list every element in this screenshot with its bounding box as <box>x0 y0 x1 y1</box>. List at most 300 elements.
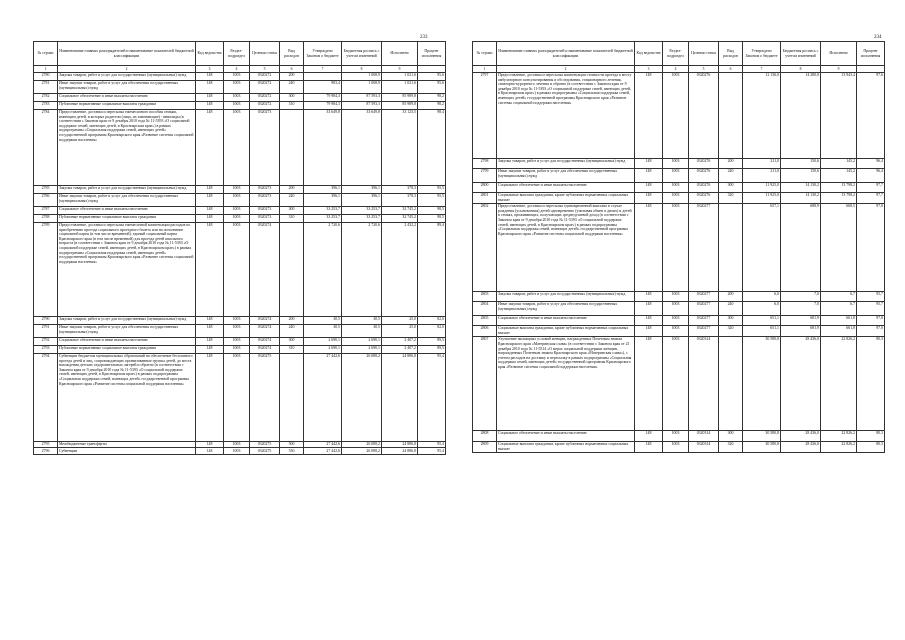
cell-ved: 148 <box>196 93 224 101</box>
cell-exec: 2 407,2 <box>382 337 418 345</box>
column-index: 4 <box>224 66 250 73</box>
cell-n: 2805 <box>473 315 497 325</box>
cell-exec: 6,7 <box>821 291 857 301</box>
column-index: 7 <box>304 66 342 73</box>
cell-ved: 148 <box>196 324 224 337</box>
cell-pct: 97,6 <box>857 72 885 158</box>
cell-cs: 0320273 <box>250 214 280 222</box>
cell-cs: 0320314 <box>689 441 719 452</box>
cell-pct: 82,0 <box>418 324 446 337</box>
cell-n: 2791 <box>34 324 58 337</box>
cell-law: 983,4 <box>304 80 342 93</box>
cell-razd: 1003 <box>224 109 250 185</box>
cell-plan: 30,5 <box>342 324 382 337</box>
cell-pct: 89,5 <box>418 345 446 353</box>
cell-cs: 0320272 <box>250 72 280 80</box>
column-header: № строки <box>473 42 497 66</box>
cell-razd: 1003 <box>663 315 689 325</box>
cell-pct: 80,3 <box>857 336 885 430</box>
cell-law: 2 720,6 <box>304 222 342 316</box>
cell-exec: 1 021,6 <box>382 80 418 93</box>
cell-cs: 0320274 <box>250 222 280 316</box>
cell-vr: 240 <box>719 168 743 182</box>
cell-ved: 148 <box>196 337 224 345</box>
cell-plan: 26 088,2 <box>342 441 382 448</box>
column-index <box>857 66 885 73</box>
cell-n: 2802 <box>473 203 497 291</box>
cell-vr: 310 <box>280 214 304 222</box>
cell-pct: 95,6 <box>418 72 446 80</box>
cell-plan: 87 593,3 <box>342 93 382 101</box>
cell-vr: 200 <box>719 158 743 168</box>
cell-pct: 82,0 <box>418 316 446 324</box>
table-row <box>34 93 446 101</box>
cell-razd: 1003 <box>663 325 689 336</box>
cell-vr: 300 <box>719 315 743 325</box>
cell-razd: 1003 <box>224 337 250 345</box>
cell-razd: 1003 <box>224 214 250 222</box>
cell-cs: 0320274 <box>250 324 280 337</box>
cell-cs: 0320273 <box>250 193 280 206</box>
cell-plan: 2 690,1 <box>342 345 382 353</box>
row-description: Закупка товаров, работ и услуг для государственных (муниципальных) нужд <box>58 185 196 193</box>
row-description: Субвенции бюджетам муниципальных образований на обеспечение бесплатного проезда детей и лиц, сопровождающих организованные группы детей, до места нахождения детских оздоровительных лагерей и обратно (в соответствии с Законом края от 9 декабря 2010 года № 11-5393 «О социальной поддержке семей, имеющих детей, в Красноярском крае») в рамках подпрограммы «Социальная поддержка семей, имеющих детей» государственной программы Красноярского края «Развитие системы социальной поддержки населения» <box>58 353 196 441</box>
row-description: Социальное обеспечение и иные выплаты населению <box>497 182 635 192</box>
cell-law: 6,0 <box>743 291 781 301</box>
table-row <box>34 337 446 345</box>
row-description: Закупка товаров, работ и услуг для государственных (муниципальных) нужд <box>58 72 196 80</box>
cell-pct: 95,7 <box>857 291 885 301</box>
cell-razd: 1003 <box>224 93 250 101</box>
cell-cs: 0320273 <box>250 185 280 193</box>
column-header: Исполнено <box>382 42 418 66</box>
cell-plan: 14 280,8 <box>781 72 821 158</box>
table-row <box>473 325 885 336</box>
column-index: 1 <box>473 66 497 73</box>
cell-law: 6,0 <box>743 301 781 315</box>
cell-ved: 148 <box>196 206 224 214</box>
row-description: Предоставление, доставка и пересылка ежемесячного пособия семьям, имеющим детей, в которых родители (лица, их заменяющие) - инвалиды (в соответствии с Законом края от 9 декабря 2010 года № 11-5393 «О социальной поддержке семей, имеющих детей, в Красноярском крае») в рамках подпрограммы «Социальная поддержка семей, имеющих детей» государственной программы Красноярского края «Развитие системы социальной поддержки населения» <box>58 109 196 185</box>
cell-razd: 1003 <box>224 345 250 353</box>
table-row <box>34 185 446 193</box>
cell-pct: 95,5 <box>418 185 446 193</box>
cell-vr: 320 <box>719 192 743 203</box>
table-header <box>34 42 446 73</box>
row-description: Социальные выплаты гражданам, кроме публичных нормативных социальных выплат <box>497 325 635 336</box>
cell-razd: 1003 <box>224 101 250 109</box>
column-header: Вид расходов <box>280 42 304 66</box>
cell-n: 2783 <box>34 101 58 109</box>
row-description: Публичные нормативные социальные выплаты гражданам <box>58 345 196 353</box>
cell-law: 211,0 <box>743 158 781 168</box>
column-index: 9 <box>821 66 857 73</box>
column-header: Раздел-подраздел <box>663 42 689 66</box>
cell-cs: 0320277 <box>689 203 719 291</box>
cell-n: 2787 <box>34 206 58 214</box>
table-row <box>473 168 885 182</box>
column-index: 1 <box>34 66 58 73</box>
cell-plan: 681,9 <box>781 325 821 336</box>
cell-razd: 1003 <box>663 441 689 452</box>
table-row <box>473 158 885 168</box>
cell-pct: 95,7 <box>857 301 885 315</box>
cell-vr: 240 <box>280 324 304 337</box>
cell-razd: 1003 <box>224 441 250 448</box>
cell-razd: 1003 <box>663 72 689 158</box>
column-header: Наименование главных распорядителей и наименование показателей бюджетной классификации <box>497 42 635 66</box>
cell-ved: 148 <box>635 72 663 158</box>
cell-ved: 148 <box>635 203 663 291</box>
table-row <box>473 203 885 291</box>
cell-razd: 1003 <box>663 158 689 168</box>
cell-pct: 97,0 <box>857 203 885 291</box>
cell-pct: 96,4 <box>857 158 885 168</box>
cell-plan: 28 436,0 <box>781 441 821 452</box>
cell-exec: 25,0 <box>382 316 418 324</box>
cell-plan: 2 720,6 <box>342 222 382 316</box>
cell-razd: 1003 <box>663 168 689 182</box>
column-header: Утверждено Законом о бюджете <box>743 42 781 66</box>
table-row <box>473 336 885 430</box>
cell-plan: 396,1 <box>342 185 382 193</box>
cell-n: 2784 <box>34 109 58 185</box>
cell-pct: 98,2 <box>418 101 446 109</box>
cell-vr: 530 <box>280 448 304 455</box>
cell-exec: 2 407,2 <box>382 345 418 353</box>
cell-exec: 24 886,8 <box>382 353 418 441</box>
cell-ved: 148 <box>196 101 224 109</box>
cell-ved: 148 <box>196 222 224 316</box>
cell-law: 30,5 <box>304 324 342 337</box>
row-description: Социальные выплаты гражданам, кроме публичных нормативных социальных выплат <box>497 192 635 203</box>
cell-n: 2796 <box>34 448 58 455</box>
cell-law: 2 690,1 <box>304 345 342 353</box>
cell-law: 30,5 <box>304 316 342 324</box>
column-index: 6 <box>719 66 743 73</box>
cell-razd: 1003 <box>224 324 250 337</box>
column-header: Наименование главных распорядителей и наименование показателей бюджетной классификации <box>58 42 196 66</box>
table-row <box>34 72 446 80</box>
cell-vr: 320 <box>719 325 743 336</box>
cell-cs: 0320277 <box>689 315 719 325</box>
cell-plan: 33 649,8 <box>342 109 382 185</box>
cell-cs: 0320275 <box>250 448 280 455</box>
left-page <box>0 0 452 640</box>
table-row <box>34 222 446 316</box>
cell-n: 2780 <box>34 72 58 80</box>
cell-plan: 26 088,2 <box>342 353 382 441</box>
cell-exec: 32 745,2 <box>382 214 418 222</box>
cell-plan: 150,6 <box>781 168 821 182</box>
row-description: Субвенции <box>58 448 196 455</box>
row-description: Иные закупки товаров, работ и услуг для обеспечения государственных (муниципальных) нужд <box>497 168 635 182</box>
cell-n: 2789 <box>34 222 58 316</box>
cell-vr: 300 <box>280 93 304 101</box>
cell-n: 2806 <box>473 325 497 336</box>
cell-vr <box>719 203 743 291</box>
cell-law: 30 580,8 <box>743 336 781 430</box>
row-description: Социальные выплаты гражданам, кроме публичных нормативных социальных выплат <box>497 441 635 452</box>
column-index: 2 <box>58 66 196 73</box>
column-header: Код ведомства <box>196 42 224 66</box>
cell-exec: 22 826,2 <box>821 441 857 452</box>
table-row <box>34 448 446 455</box>
row-description: Межбюджетные трансферты <box>58 441 196 448</box>
cell-vr: 320 <box>719 441 743 452</box>
cell-vr: 240 <box>280 193 304 206</box>
cell-ved: 148 <box>635 168 663 182</box>
table-row <box>473 291 885 301</box>
cell-law: 30 580,8 <box>743 430 781 441</box>
cell-n: 2799 <box>473 168 497 182</box>
cell-exec: 24 886,8 <box>382 448 418 455</box>
cell-razd: 1003 <box>224 72 250 80</box>
cell-vr <box>280 109 304 185</box>
row-description: Предоставление, доставка и пересылка ежемесячной компенсации расходов по приобретению проезда социального проездного билета или на пополнение социальной карты (в том числе временной), единый социальный карты Красноярского края (в том числе временной) для проезда детей школьного возраста (в соответствии с Законом края от 9 декабря 2010 года № 11-5393 «О социальной поддержке семей, имеющих детей, в Красноярском крае») в рамках подпрограммы «Социальная поддержка семей, имеющих детей» государственной программы Красноярского края «Развитие системы социальной поддержки населения» <box>58 222 196 316</box>
column-index: 8 <box>342 66 382 73</box>
row-description: Иные закупки товаров, работ и услуг для обеспечения государственных (муниципальных) нужд <box>58 193 196 206</box>
cell-exec: 13 798,2 <box>821 192 857 203</box>
cell-cs: 0320314 <box>689 430 719 441</box>
row-description: Социальное обеспечение и иные выплаты населению <box>58 206 196 214</box>
row-description: Закупка товаров, работ и услуг для государственных (муниципальных) нужд <box>497 158 635 168</box>
cell-pct: 80,3 <box>857 441 885 452</box>
cell-n: 2795 <box>34 441 58 448</box>
table-row <box>34 345 446 353</box>
cell-razd: 1003 <box>224 353 250 441</box>
cell-cs: 0320273 <box>250 206 280 214</box>
cell-n: 2793 <box>34 345 58 353</box>
cell-vr: 240 <box>719 301 743 315</box>
cell-plan: 14 130,2 <box>781 182 821 192</box>
cell-pct: 98,5 <box>418 206 446 214</box>
cell-cs: 0320276 <box>689 158 719 168</box>
cell-ved: 148 <box>196 316 224 324</box>
cell-pct: 97,7 <box>857 182 885 192</box>
cell-n: 2797 <box>473 72 497 158</box>
column-header: Утверждено Законом о бюджете <box>304 42 342 66</box>
cell-razd: 1003 <box>663 192 689 203</box>
cell-n: 2788 <box>34 214 58 222</box>
cell-pct: 95,4 <box>418 448 446 455</box>
cell-law <box>304 72 342 80</box>
cell-law: 11 925,0 <box>743 182 781 192</box>
cell-exec: 25,0 <box>382 324 418 337</box>
column-index: 4 <box>663 66 689 73</box>
cell-vr <box>719 336 743 430</box>
table-row <box>34 324 446 337</box>
column-header: Процент исполнения <box>857 42 885 66</box>
cell-n: 2792 <box>34 337 58 345</box>
cell-law: 33 253,7 <box>304 206 342 214</box>
cell-vr: 500 <box>280 441 304 448</box>
cell-ved: 148 <box>635 336 663 430</box>
cell-cs: 0320272 <box>250 80 280 93</box>
cell-exec: 6,7 <box>821 301 857 315</box>
cell-ved: 148 <box>635 158 663 168</box>
table-row <box>34 206 446 214</box>
cell-razd: 1003 <box>224 185 250 193</box>
cell-n: 2794 <box>34 353 58 441</box>
cell-exec: 1 021,6 <box>382 72 418 80</box>
column-index: 9 <box>382 66 418 73</box>
cell-law: 396,1 <box>304 193 342 206</box>
cell-plan: 87 593,3 <box>342 101 382 109</box>
cell-n: 2801 <box>473 192 497 203</box>
cell-plan: 28 436,0 <box>781 336 821 430</box>
column-header: Вид расходов <box>719 42 743 66</box>
cell-law: 396,1 <box>304 185 342 193</box>
column-header: Процент исполнения <box>418 42 446 66</box>
column-header: Бюджетная роспись с учетом изменений <box>781 42 821 66</box>
table-row <box>473 301 885 315</box>
column-index: 5 <box>689 66 719 73</box>
cell-cs: 0320276 <box>689 192 719 203</box>
cell-ved: 148 <box>635 441 663 452</box>
cell-law: 27 442,6 <box>304 353 342 441</box>
cell-ved: 148 <box>196 353 224 441</box>
cell-pct: 98,4 <box>418 109 446 185</box>
row-description: Социальное обеспечение и иные выплаты населению <box>497 430 635 441</box>
column-header: Раздел-подраздел <box>224 42 250 66</box>
page-number: 234 <box>874 35 882 40</box>
cell-plan: 14 130,2 <box>781 192 821 203</box>
cell-cs: 0320275 <box>250 441 280 448</box>
table-row <box>34 80 446 93</box>
cell-razd: 1003 <box>224 316 250 324</box>
table-row <box>473 441 885 452</box>
budget-table <box>472 41 885 453</box>
cell-law: 30 580,8 <box>743 441 781 452</box>
cell-n: 2807 <box>473 336 497 430</box>
column-header: Код ведомства <box>635 42 663 66</box>
cell-pct: 95,4 <box>418 441 446 448</box>
cell-vr: 300 <box>280 206 304 214</box>
row-description: Публичные нормативные социальные выплаты гражданам <box>58 101 196 109</box>
cell-n: 2786 <box>34 193 58 206</box>
cell-pct: 98,2 <box>418 93 446 101</box>
cell-cs: 0320275 <box>250 353 280 441</box>
cell-razd: 1003 <box>663 336 689 430</box>
cell-ved: 148 <box>196 345 224 353</box>
cell-cs: 0320273 <box>250 109 280 185</box>
cell-ved: 148 <box>196 441 224 448</box>
cell-exec: 378,3 <box>382 193 418 206</box>
cell-law: 651,1 <box>743 315 781 325</box>
cell-pct: 80,3 <box>857 430 885 441</box>
cell-law: 2 690,1 <box>304 337 342 345</box>
cell-law: 79 984,3 <box>304 101 342 109</box>
cell-vr: 200 <box>280 72 304 80</box>
cell-ved: 148 <box>635 315 663 325</box>
cell-razd: 1003 <box>224 222 250 316</box>
column-header: Исполнено <box>821 42 857 66</box>
cell-cs: 0320274 <box>250 316 280 324</box>
cell-exec: 13 943,4 <box>821 72 857 158</box>
cell-n: 2785 <box>34 185 58 193</box>
row-description: Предоставление, доставка и пересылка компенсации стоимости проезда к месту амбулаторного консультирования и обследования, стационарного лечения, санаторно-курортного лечения и обратно (в соответствии с Законом края от 9 декабря 2010 года № 11-5393 «О социальной поддержке семей, имеющих детей, в Красноярском крае») в рамках подпрограммы «Социальная поддержка семей, имеющих детей» государственной программы Красноярского края «Развитие системы социальной поддержки населения» <box>497 72 635 158</box>
cell-razd: 1003 <box>224 80 250 93</box>
cell-pct: 89,4 <box>418 222 446 316</box>
cell-plan: 688,9 <box>781 203 821 291</box>
cell-plan: 1 068,9 <box>342 72 382 80</box>
column-header: Целевая статья <box>250 42 280 66</box>
cell-n: 2803 <box>473 291 497 301</box>
cell-cs: 0320272 <box>250 101 280 109</box>
cell-cs: 0320276 <box>689 72 719 158</box>
cell-razd: 1003 <box>663 291 689 301</box>
row-description: Закупка товаров, работ и услуг для государственных (муниципальных) нужд <box>58 316 196 324</box>
table-header <box>473 42 885 73</box>
cell-vr: 200 <box>280 185 304 193</box>
cell-exec: 2 432,2 <box>382 222 418 316</box>
cell-ved: 148 <box>196 72 224 80</box>
cell-vr: 200 <box>280 316 304 324</box>
row-description: Закупка товаров, работ и услуг для государственных (муниципальных) нужд <box>497 291 635 301</box>
right-page <box>452 0 905 640</box>
cell-plan: 26 088,2 <box>342 448 382 455</box>
cell-exec: 33 123,5 <box>382 109 418 185</box>
table-row <box>473 315 885 325</box>
cell-n: 2790 <box>34 316 58 324</box>
cell-exec: 661,8 <box>821 315 857 325</box>
cell-cs: 0320274 <box>250 345 280 353</box>
cell-exec: 145,2 <box>821 158 857 168</box>
column-index: 6 <box>280 66 304 73</box>
cell-pct: 97,7 <box>857 192 885 203</box>
cell-ved: 148 <box>635 192 663 203</box>
column-index: 5 <box>250 66 280 73</box>
cell-vr: 200 <box>719 291 743 301</box>
cell-n: 2782 <box>34 93 58 101</box>
row-description: Социальное обеспечение и иные выплаты населению <box>58 93 196 101</box>
cell-exec: 145,2 <box>821 168 857 182</box>
cell-pct: 89,5 <box>418 337 446 345</box>
cell-law: 12 136,0 <box>743 72 781 158</box>
table-row <box>473 192 885 203</box>
cell-plan: 30,5 <box>342 316 382 324</box>
cell-pct: 97,0 <box>857 325 885 336</box>
cell-pct: 98,5 <box>418 214 446 222</box>
cell-pct: 95,6 <box>418 80 446 93</box>
column-header: Целевая статья <box>689 42 719 66</box>
cell-vr: 310 <box>280 345 304 353</box>
cell-exec: 661,8 <box>821 325 857 336</box>
cell-exec: 13 798,2 <box>821 182 857 192</box>
row-description: Иные закупки товаров, работ и услуг для обеспечения государственных (муниципальных) нужд <box>58 80 196 93</box>
cell-pct: 95,5 <box>418 193 446 206</box>
cell-exec: 32 745,2 <box>382 206 418 214</box>
cell-plan: 396,1 <box>342 193 382 206</box>
cell-n: 2804 <box>473 301 497 315</box>
table-row <box>473 72 885 158</box>
cell-ved: 148 <box>196 193 224 206</box>
cell-plan: 7,0 <box>781 301 821 315</box>
cell-razd: 1003 <box>224 193 250 206</box>
row-description: Социальное обеспечение и иные выплаты населению <box>497 315 635 325</box>
cell-exec: 22 826,2 <box>821 430 857 441</box>
table-row <box>34 109 446 185</box>
cell-plan: 1 068,9 <box>342 80 382 93</box>
row-description: Предоставление, доставка и пересылка единовременной выплаты в случае рождения (усыновления) детей одновременно (учитывая обмен и двоих) и детей в семьях, проживающих, получающих среднедушевой доход (в соответствии с Законом края от 9 декабря 2010 года № 11-5393 «О социальной поддержке семей, имеющих детей, в Красноярском крае») в рамках подпрограммы «Социальная поддержка семей, имеющих детей» государственной программы Красноярского края «Развитие системы социальной поддержки населения» <box>497 203 635 291</box>
cell-n: 2800 <box>473 182 497 192</box>
cell-cs: 0320272 <box>250 93 280 101</box>
cell-cs: 0320276 <box>689 182 719 192</box>
cell-ved: 148 <box>635 182 663 192</box>
cell-law: 27 442,6 <box>304 448 342 455</box>
cell-ved: 148 <box>196 185 224 193</box>
cell-vr: 300 <box>280 337 304 345</box>
